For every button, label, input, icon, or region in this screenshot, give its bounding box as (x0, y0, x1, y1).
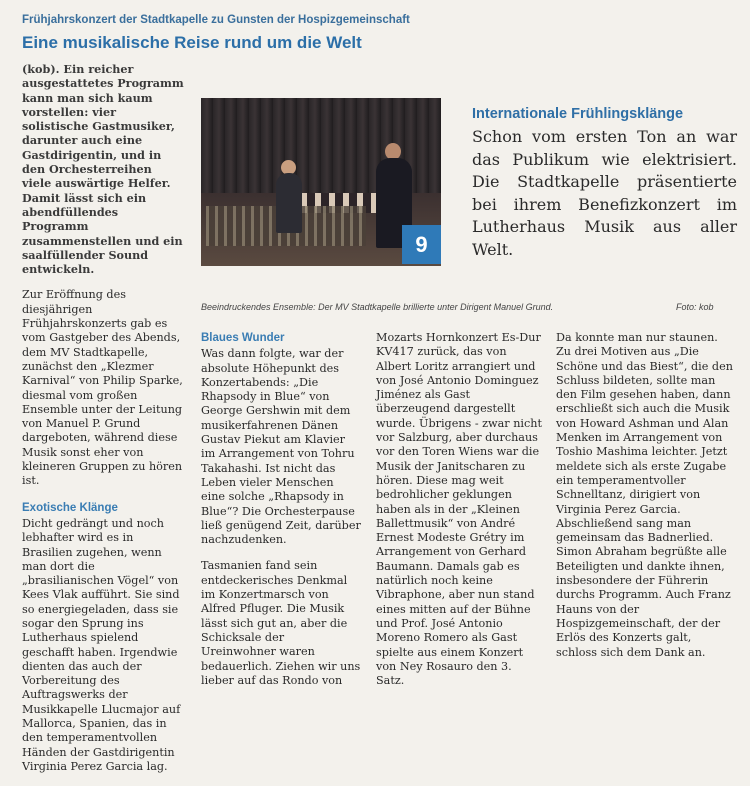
article-kicker: Frühjahrskonzert der Stadtkapelle zu Gunsten der Hospizgemeinschaft (22, 14, 410, 26)
photo-credit: Foto: kob (676, 302, 714, 312)
col1-paragraph-2: Zur Eröffnung des diesjährigen Frühjahrskonzerts gab es vom Gastgeber des Abends, dem MV Stadtkapelle, zunächst den „Klezmer Karnival“ von Philip Sparke, diesmal vom großen Ensemble unter der Leitung von Manuel P. Grund dargeboten, während diese Musik sonst eher von kleineren Gruppen zu hören ist. (22, 288, 183, 488)
photo-caption: Beeindruckendes Ensemble: Der MV Stadtkapelle brillierte unter Dirigent Manuel Grund. (201, 302, 554, 312)
column-1 (22, 62, 184, 786)
photo-number-badge: 9 (402, 225, 441, 264)
col2-paragraph-2: Tasmanien fand sein entdeckerisches Denkmal im Konzertmarsch von Alfred Pfluger. Die Musik lässt sich gut an, aber die Schicksale der Ureinwohner waren bedauerlich. Ziehen wir uns lieber auf das Rondo von (201, 559, 361, 687)
col2-paragraph-1: Was dann folgte, war der absolute Höhepunkt des Konzertabends: „Die Rhapsody in Blue“ von George Gershwin mit dem musikerfahrenen Dänen Gustav Piekut am Klavier im Arrangement von Tohru Takahashi. Ist nicht das Leben vieler Menschen eine solche „Rhapsody in Blue“? Die Orchesterpause ließ genügend Zeit, darüber nachzudenken. (201, 347, 361, 547)
sidebar-text: Schon vom ersten Ton an war das Publikum wie elektrisiert. Die Stadtkapelle präsentierte bei ihrem Benefizkonzert im Lutherhaus Musik aus aller Welt. (472, 127, 737, 259)
col1-paragraph-3: Dicht gedrängt und noch lebhafter wird es in Brasilien zugehen, wenn man dort die „brasilianischen Vögel“ von Kees Vlak aufführt. Sie sind so energiegeladen, dass sie sogar den Sprung ins Lutherhaus spielend geschafft haben. Irgendwie dienten das auch der Vorbereitung des Auftragswerks der Musikkapelle Llucmajor auf Mallorca, Spanien, das in den temperamentvollen Händen der Gastdirigentin Virginia Perez Garcia lag. (22, 516, 181, 773)
article-headline: Eine musikalische Reise rund um die Welt (22, 33, 362, 52)
lead-paragraph: (kob). Ein reicher ausgestattetes Programm kann man sich kaum vorstellen: vier solistische Gastmusiker, darunter auch eine Gastdirigentin, und in den Orchesterreihen viele auswärtige Helfer. Damit lässt sich ein abendfüllendes Programm zusammenstellen und ein saalfüllender Sound entwickeln. (22, 62, 184, 277)
subheading-exotische-klaenge: Exotische Klänge (22, 501, 118, 514)
sidebar-title: Internationale Frühlingsklänge (472, 106, 684, 122)
column-3 (376, 331, 542, 700)
col4-paragraph-1: Da konnte man nur staunen. Zu drei Motiven aus „Die Schöne und das Biest“, die den Schluss bildeten, sollte man den Film gesehen haben, dann erschließt sich auch die Musik von Howard Ashman und Alan Menken im Arrangement von Toshio Mashima leichter. Jetzt meldete sich als erste Zugabe ein temperamentvoller Schnelltanz, dirigiert von Virginia Perez Garcia. Abschließend sang man gemeinsam das Badnerlied. Simon Abraham begrüßte alle Beteiligten und dankte ihnen, insbesondere der Führerin durchs Programm. Auch Franz Hauns von der Hospizgemeinschaft, der der Erlös des Konzerts galt, schloss sich dem Dank an. (556, 331, 733, 659)
column-2 (201, 331, 361, 700)
column-4 (556, 331, 734, 672)
musician-figure (276, 173, 302, 233)
subheading-blaues-wunder: Blaues Wunder (201, 332, 285, 344)
col3-paragraph-1: Mozarts Hornkonzert Es-Dur KV417 zurück, das von Albert Loritz arrangiert und von José Antonio Dominguez Jiménez als Gast überzeugend dargestellt wurde. Übrigens - zwar nicht vor Salzburg, aber durchaus vor den Toren Wiens war die Musik der Janitscharen zu hören. Diese mag weit bedrohlicher geklungen haben als in der „Kleinen Ballettmusik“ von André Ernest Modeste Grétry im Arrangement von Gerhard Baumann. Damals gab es natürlich noch keine Vibraphone, aber nun stand eines mitten auf der Bühne und Prof. José Antonio Moreno Romero als Gast spielte aus einem Konzert von Ney Rosauro den 3. Satz. (376, 331, 542, 688)
